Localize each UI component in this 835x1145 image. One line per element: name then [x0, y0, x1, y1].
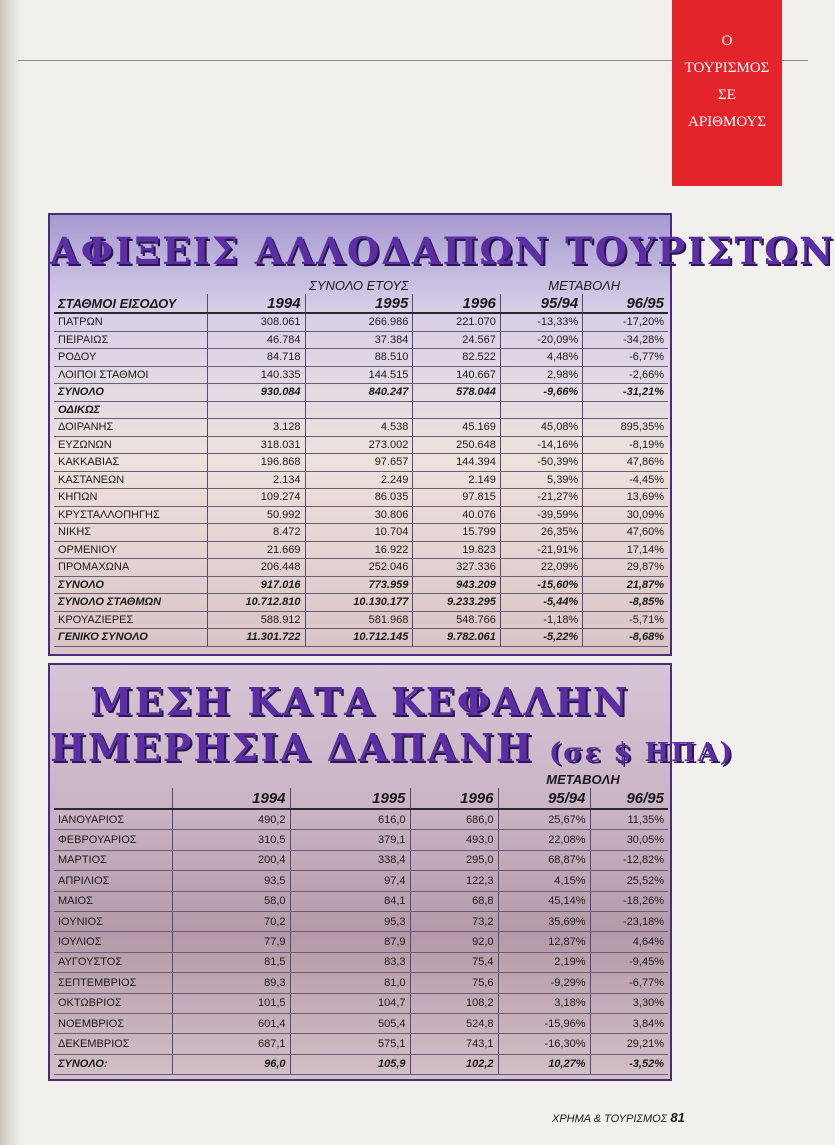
table-row [54, 576, 668, 594]
table-cell: 581.968 [305, 611, 413, 629]
table-cell: 30,05% [590, 830, 668, 850]
table-cell: 4,15% [498, 871, 590, 891]
table-cell: 379,1 [290, 830, 410, 850]
table-row [54, 559, 668, 577]
table-cell: 86.035 [305, 489, 413, 507]
table-cell: 9.782.061 [413, 629, 501, 647]
row-label: ΣΥΝΟΛΟ [54, 576, 208, 594]
table-cell: 37.384 [305, 331, 413, 349]
table-cell: 109.274 [208, 489, 305, 507]
table-cell [500, 401, 582, 419]
table-cell: 295,0 [410, 850, 498, 870]
table-cell: -15,96% [498, 1013, 590, 1033]
row-label: ΚΑΣΤΑΝΕΩΝ [54, 471, 208, 489]
row-label: ΚΑΚΚΑΒΙΑΣ [54, 454, 208, 472]
table-cell: 89,3 [172, 973, 290, 993]
table-cell: 2,19% [498, 952, 590, 972]
table-cell: -15,60% [500, 576, 582, 594]
table-cell: 12,87% [498, 932, 590, 952]
row-label: ΑΥΓΟΥΣΤΟΣ [54, 952, 172, 972]
magazine-name: ΧΡΗΜΑ & ΤΟΥΡΙΣΜΟΣ [552, 1113, 668, 1125]
table-cell: 144.394 [413, 454, 501, 472]
table-cell: 21,87% [583, 576, 668, 594]
row-label: ΓΕΝΙΚΟ ΣΥΝΟΛΟ [54, 629, 208, 647]
table-row [54, 594, 668, 612]
table-cell: 87,9 [290, 932, 410, 952]
table-cell: -50,39% [500, 454, 582, 472]
group-header-total: ΣΥΝΟΛΟ ΕΤΟΥΣ [309, 277, 409, 293]
table-cell: 3.128 [208, 419, 305, 437]
table-cell: -9,29% [498, 973, 590, 993]
table-cell: -18,26% [590, 891, 668, 911]
table-cell: -21,27% [500, 489, 582, 507]
page-footer [552, 1110, 685, 1125]
table-cell [413, 401, 501, 419]
table-cell: -1,18% [500, 611, 582, 629]
table-row [54, 629, 668, 647]
row-label: ΝΟΕΜΒΡΙΟΣ [54, 1013, 172, 1033]
table-row [54, 611, 668, 629]
table-cell: 25,52% [590, 871, 668, 891]
table-cell: 3,30% [590, 993, 668, 1013]
table-cell: 578.044 [413, 384, 501, 402]
table-cell: 77,9 [172, 932, 290, 952]
table-cell: 505,4 [290, 1013, 410, 1033]
table-cell: 616,0 [290, 809, 410, 830]
table-cell: 575,1 [290, 1034, 410, 1054]
table-cell: 47,86% [583, 454, 668, 472]
table-row [54, 506, 668, 524]
table-cell [583, 401, 668, 419]
table-cell: 30,09% [583, 506, 668, 524]
table-cell: 68,8 [410, 891, 498, 911]
arrivals-table [54, 276, 668, 647]
table-cell: 687,1 [172, 1034, 290, 1054]
table-cell: 50.992 [208, 506, 305, 524]
table-cell: 5,39% [500, 471, 582, 489]
table-cell: 70,2 [172, 911, 290, 931]
section-tag-line: ΤΟΥΡΙΣΜΟΣ [684, 60, 770, 76]
row-label: ΕΥΖΩΝΩΝ [54, 436, 208, 454]
column-header-year: 1995 [290, 788, 410, 809]
table-cell: 273.002 [305, 436, 413, 454]
spending-title-text: ΗΜΕΡΗΣΙΑ ΔΑΠΑΝΗ [50, 725, 534, 770]
row-label: ΠΡΟΜΑΧΩΝΑ [54, 559, 208, 577]
table-cell: 930.084 [208, 384, 305, 402]
table-cell [305, 401, 413, 419]
table-cell: 75,6 [410, 973, 498, 993]
table-cell: 140.335 [208, 366, 305, 384]
row-label: ΟΡΜΕΝΙΟΥ [54, 541, 208, 559]
section-tag-line: Ο [721, 33, 733, 49]
table-cell: -5,44% [500, 594, 582, 612]
table-cell: 10.130.177 [305, 594, 413, 612]
row-label: ΦΕΒΡΟΥΑΡΙΟΣ [54, 830, 172, 850]
page-number: 81 [670, 1110, 685, 1125]
table-cell: 83,3 [290, 952, 410, 972]
table-cell: 97.657 [305, 454, 413, 472]
table-cell: 8.472 [208, 524, 305, 542]
row-label: ΚΗΠΩΝ [54, 489, 208, 507]
table-cell: -12,82% [590, 850, 668, 870]
section-tag-line: ΣΕ [718, 87, 736, 103]
table-cell: 84,1 [290, 891, 410, 911]
table-row [54, 830, 668, 850]
table-cell: -31,21% [583, 384, 668, 402]
table-row [54, 313, 668, 331]
table-cell: 73,2 [410, 911, 498, 931]
row-label: ΔΟΙΡΑΝΗΣ [54, 419, 208, 437]
table-cell: 11,35% [590, 809, 668, 830]
table-cell: 318.031 [208, 436, 305, 454]
table-cell: 122,3 [410, 871, 498, 891]
table-cell: 9.233.295 [413, 594, 501, 612]
table-cell: 30.806 [305, 506, 413, 524]
table-cell: 4,48% [500, 349, 582, 367]
table-cell: -5,22% [500, 629, 582, 647]
section-tag [672, 0, 782, 186]
table-cell: -6,77% [583, 349, 668, 367]
table-row [54, 524, 668, 542]
row-label: ΝΙΚΗΣ [54, 524, 208, 542]
table-cell: 524,8 [410, 1013, 498, 1033]
table-cell: 84.718 [208, 349, 305, 367]
table-cell: 13,69% [583, 489, 668, 507]
table-cell: -5,71% [583, 611, 668, 629]
table-row [54, 932, 668, 952]
table-cell: 35,69% [498, 911, 590, 931]
table-cell: 82.522 [413, 349, 501, 367]
table-cell: 548.766 [413, 611, 501, 629]
row-label: ΣΕΠΤΕΜΒΡΙΟΣ [54, 973, 172, 993]
table-row [54, 1034, 668, 1054]
table-cell: 105,9 [290, 1054, 410, 1074]
table-cell: -9,45% [590, 952, 668, 972]
column-header-year: 1994 [172, 788, 290, 809]
table-row [54, 911, 668, 931]
row-label: ΛΟΙΠΟΙ ΣΤΑΘΜΟΙ [54, 366, 208, 384]
row-label: ΚΡΥΣΤΑΛΛΟΠΗΓΗΣ [54, 506, 208, 524]
row-label: ΠΕΙΡΑΙΩΣ [54, 331, 208, 349]
table-cell: 601,4 [172, 1013, 290, 1033]
table-cell: 25,67% [498, 809, 590, 830]
column-header-change: 95/94 [500, 294, 582, 313]
table-cell: 45,14% [498, 891, 590, 911]
table-cell: 10,27% [498, 1054, 590, 1074]
row-label: ΟΔΙΚΩΣ [54, 401, 208, 419]
table-cell: 75,4 [410, 952, 498, 972]
table-row [54, 454, 668, 472]
table-cell: 15.799 [413, 524, 501, 542]
table-cell: 2.249 [305, 471, 413, 489]
column-header-change: 96/95 [590, 788, 668, 809]
table-row [54, 1054, 668, 1074]
table-cell: 45,08% [500, 419, 582, 437]
row-label: ΙΑΝΟΥΑΡΙΟΣ [54, 809, 172, 830]
table-cell: 45.169 [413, 419, 501, 437]
row-label: ΙΟΥΛΙΟΣ [54, 932, 172, 952]
table-cell: 588.912 [208, 611, 305, 629]
table-cell: 46.784 [208, 331, 305, 349]
table-cell: 95,3 [290, 911, 410, 931]
table-cell: 308.061 [208, 313, 305, 331]
table-row [54, 384, 668, 402]
table-row [54, 419, 668, 437]
table-cell: 206.448 [208, 559, 305, 577]
spending-title-line1: ΜΕΣΗ ΚΑΤΑ ΚΕΦΑΛΗΝ [90, 679, 630, 724]
table-cell: 10.704 [305, 524, 413, 542]
table-cell: 93,5 [172, 871, 290, 891]
table-cell: -17,20% [583, 313, 668, 331]
table-row [54, 871, 668, 891]
column-header-year: 1995 [305, 294, 413, 313]
column-header-year: 1996 [410, 788, 498, 809]
table-cell: -8,68% [583, 629, 668, 647]
table-cell: 101,5 [172, 993, 290, 1013]
section-tag-line: ΑΡΙΘΜΟΥΣ [688, 114, 766, 130]
row-label: ΔΕΚΕΜΒΡΙΟΣ [54, 1034, 172, 1054]
table-row [54, 436, 668, 454]
column-header-station: ΣΤΑΘΜΟΙ ΕΙΣΟΔΟΥ [54, 294, 208, 313]
table-cell: -23,18% [590, 911, 668, 931]
table-cell: 221.070 [413, 313, 501, 331]
row-label: ΑΠΡΙΛΙΟΣ [54, 871, 172, 891]
column-header-year: 1996 [413, 294, 501, 313]
table-row [54, 366, 668, 384]
table-cell: 68,87% [498, 850, 590, 870]
table-row [54, 401, 668, 419]
table-cell: -6,77% [590, 973, 668, 993]
table-cell: 743,1 [410, 1034, 498, 1054]
table-cell: 58,0 [172, 891, 290, 911]
table-cell: 338,4 [290, 850, 410, 870]
table-row [54, 471, 668, 489]
table-cell: -34,28% [583, 331, 668, 349]
table-cell: -39,59% [500, 506, 582, 524]
spending-title-line2 [50, 725, 735, 770]
table-cell: 104,7 [290, 993, 410, 1013]
table-cell: 250.648 [413, 436, 501, 454]
table-cell: 97,4 [290, 871, 410, 891]
table-cell: -8,85% [583, 594, 668, 612]
table-cell: 22,09% [500, 559, 582, 577]
spending-table [54, 770, 668, 1075]
row-label: ΙΟΥΝΙΟΣ [54, 911, 172, 931]
column-header-year: 1994 [208, 294, 305, 313]
row-label: ΡΟΔΟΥ [54, 349, 208, 367]
table-cell: 81,0 [290, 973, 410, 993]
table-cell: 196.868 [208, 454, 305, 472]
table-cell: 493,0 [410, 830, 498, 850]
table-cell: 943.209 [413, 576, 501, 594]
page-spine [0, 0, 22, 1145]
table-cell: 200,4 [172, 850, 290, 870]
table-cell: 26,35% [500, 524, 582, 542]
table-cell [208, 401, 305, 419]
table-cell: 252.046 [305, 559, 413, 577]
table-cell: 21.669 [208, 541, 305, 559]
table-row [54, 331, 668, 349]
table-cell: 22,08% [498, 830, 590, 850]
column-header-change: 95/94 [498, 788, 590, 809]
table-cell: -14,16% [500, 436, 582, 454]
table-cell: 490,2 [172, 809, 290, 830]
table-cell: -16,30% [498, 1034, 590, 1054]
table-row [54, 541, 668, 559]
group-header-change: ΜΕΤΑΒΟΛΗ [546, 771, 620, 787]
table-cell: 88.510 [305, 349, 413, 367]
table-cell: -20,09% [500, 331, 582, 349]
table-cell: 840.247 [305, 384, 413, 402]
table-cell: 917.016 [208, 576, 305, 594]
row-label: ΣΥΝΟΛΟ ΣΤΑΘΜΩΝ [54, 594, 208, 612]
table-cell: 92,0 [410, 932, 498, 952]
table-cell: 2,98% [500, 366, 582, 384]
table-cell: -2,66% [583, 366, 668, 384]
table-cell: 4.538 [305, 419, 413, 437]
table-cell: 29,21% [590, 1034, 668, 1054]
table-cell: 102,2 [410, 1054, 498, 1074]
table-cell: 16.922 [305, 541, 413, 559]
table-cell: 140.667 [413, 366, 501, 384]
row-label: ΚΡΟΥΑΖΙΕΡΕΣ [54, 611, 208, 629]
table-cell: 2.149 [413, 471, 501, 489]
table-row [54, 850, 668, 870]
table-row [54, 993, 668, 1013]
table-cell: 17,14% [583, 541, 668, 559]
row-label: ΜΑΡΤΙΟΣ [54, 850, 172, 870]
table-cell: 40.076 [413, 506, 501, 524]
table-cell: -13,33% [500, 313, 582, 331]
table-cell: 19.823 [413, 541, 501, 559]
row-label: ΠΑΤΡΩΝ [54, 313, 208, 331]
table-row [54, 1013, 668, 1033]
table-cell: 96,0 [172, 1054, 290, 1074]
table-row [54, 349, 668, 367]
table-cell: 144.515 [305, 366, 413, 384]
table-cell: 4,64% [590, 932, 668, 952]
table-cell: 108,2 [410, 993, 498, 1013]
table-cell: 81,5 [172, 952, 290, 972]
table-cell: 47,60% [583, 524, 668, 542]
table-cell: 24.567 [413, 331, 501, 349]
table-cell: 2.134 [208, 471, 305, 489]
table-row [54, 952, 668, 972]
table-cell: -4,45% [583, 471, 668, 489]
table-row [54, 973, 668, 993]
table-cell: -9,66% [500, 384, 582, 402]
row-label: ΟΚΤΩΒΡΙΟΣ [54, 993, 172, 1013]
table-cell: -3,52% [590, 1054, 668, 1074]
table-cell: 11.301.722 [208, 629, 305, 647]
table-cell: 29,87% [583, 559, 668, 577]
column-header-change: 96/95 [583, 294, 668, 313]
table-cell: 266.986 [305, 313, 413, 331]
table-cell: 10.712.145 [305, 629, 413, 647]
table-cell: 10.712.810 [208, 594, 305, 612]
table-cell: -8,19% [583, 436, 668, 454]
table-cell: -21,91% [500, 541, 582, 559]
spending-title-unit: (σε $ ΗΠΑ) [548, 738, 735, 768]
table-cell: 895,35% [583, 419, 668, 437]
row-label: ΣΥΝΟΛΟ: [54, 1054, 172, 1074]
row-label: ΣΥΝΟΛΟ [54, 384, 208, 402]
table-row [54, 891, 668, 911]
table-cell: 97.815 [413, 489, 501, 507]
group-header-change: ΜΕΤΑΒΟΛΗ [548, 277, 621, 293]
arrivals-title: ΑΦΙΞΕΙΣ ΑΛΛΟΔΑΠΩΝ ΤΟΥΡΙΣΤΩΝ [50, 229, 835, 273]
table-row [54, 809, 668, 830]
table-cell: 310,5 [172, 830, 290, 850]
table-cell: 3,18% [498, 993, 590, 1013]
row-label: ΜΑΙΟΣ [54, 891, 172, 911]
table-cell: 3,84% [590, 1013, 668, 1033]
table-cell: 686,0 [410, 809, 498, 830]
table-cell: 327.336 [413, 559, 501, 577]
table-cell: 773.959 [305, 576, 413, 594]
table-row [54, 489, 668, 507]
